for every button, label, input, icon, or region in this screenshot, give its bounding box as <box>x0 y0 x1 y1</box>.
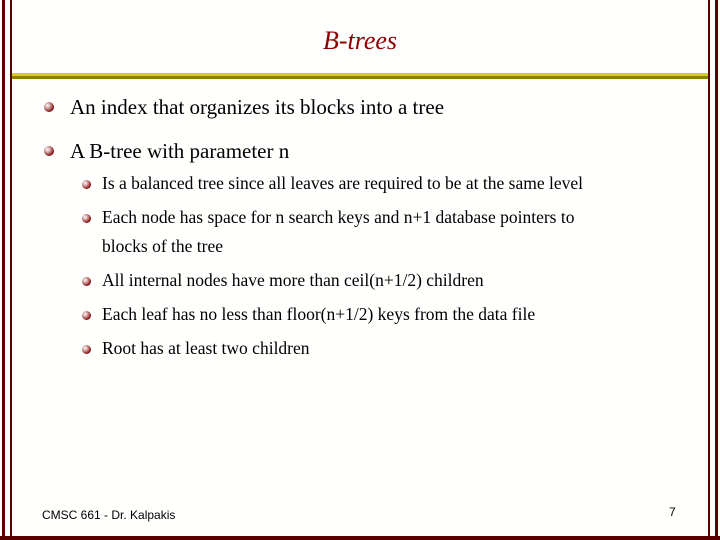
sub-bullet-text: Each leaf has no less than floor(n+1/2) keys from the data file <box>102 304 536 324</box>
sub-bullet-icon <box>82 345 91 354</box>
frame-right-outer-bar <box>715 0 718 540</box>
bullet-text: A B-tree with parameter n <box>70 139 290 163</box>
sub-bullet-icon <box>82 180 91 189</box>
sub-bullet-text: All internal nodes have more than ceil(n+1/2) children <box>102 270 484 290</box>
title-rule-shadow <box>12 76 708 79</box>
sub-bullet-text: Is a balanced tree since all leaves are required to be at the same level <box>102 173 584 193</box>
bullet-icon <box>44 102 54 112</box>
sub-bullet-icon <box>82 214 91 223</box>
sub-bullet-text: Each node has space for n search keys and n+1 database pointers to <box>102 207 575 227</box>
sub-bullet-icon <box>82 277 91 286</box>
bullet-text: An index that organizes its blocks into a tree <box>70 95 445 119</box>
sub-bullet-icon <box>82 311 91 320</box>
footer-course: CMSC 661 - Dr. Kalpakis <box>42 508 176 522</box>
frame-left-inner-bar <box>10 0 12 540</box>
sub-bullet-text: Root has at least two children <box>102 338 310 358</box>
sub-bullet-text-continued: blocks of the tree <box>102 236 223 256</box>
slide-title: B-trees <box>322 26 398 55</box>
frame-right-inner-bar <box>708 0 710 540</box>
title-rule <box>12 73 708 76</box>
page-number: 7 <box>669 505 676 519</box>
bullet-icon <box>44 146 54 156</box>
frame-left-outer-bar <box>2 0 5 540</box>
frame-bottom-bar <box>0 536 720 540</box>
